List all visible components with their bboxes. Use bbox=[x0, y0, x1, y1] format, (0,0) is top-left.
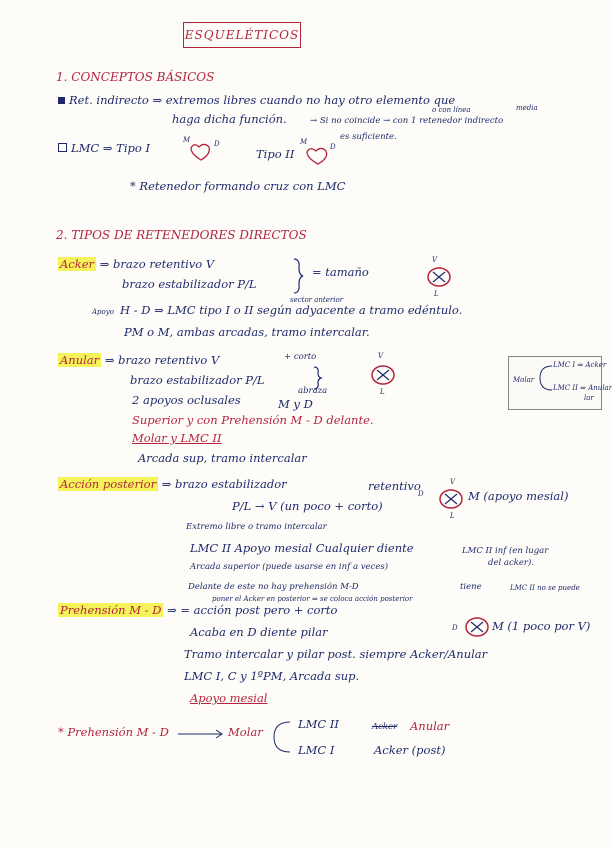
retenedor-note: * Retenedor formando cruz con LMC bbox=[130, 179, 346, 193]
tooth-sketch-2-icon bbox=[304, 146, 332, 166]
o-con-linea-note: o con línea bbox=[432, 106, 471, 114]
anular-myd: M y D bbox=[278, 397, 313, 411]
tooth-m-label: M bbox=[183, 136, 191, 144]
accion-lmc2-no: LMC II no se puede bbox=[510, 584, 580, 592]
clasp-circle-icon bbox=[426, 266, 452, 288]
accion-lmc2-inf: LMC II inf (en lugar bbox=[462, 546, 549, 556]
bullet-square-icon bbox=[58, 97, 65, 104]
branch-icon bbox=[538, 364, 554, 392]
checkbox-icon bbox=[58, 143, 67, 152]
anular-l-label: L bbox=[380, 388, 385, 396]
prehension-line-3: Tramo intercalar y pilar post. siempre Acker/Anular bbox=[184, 647, 488, 661]
side-lar: lar bbox=[584, 394, 594, 402]
accion-line-4: LMC II Apoyo mesial Cualquier diente bbox=[190, 541, 414, 555]
tooth2-m-label: M bbox=[300, 138, 308, 146]
acker-apoyo-line: H - D ⇒ LMC tipo I o II según adyacente a tramo edéntulo. bbox=[120, 303, 463, 317]
accion-del-acker: del acker). bbox=[488, 558, 534, 568]
brace-icon bbox=[292, 258, 304, 294]
acker-v-label: V bbox=[432, 256, 438, 264]
clasp-circle-2-icon bbox=[370, 364, 396, 386]
footer-molar: Molar bbox=[228, 725, 263, 739]
anular-block: Anular ⇒ brazo retentivo V bbox=[60, 353, 220, 367]
ret-indirecto-line-2: haga dicha función. bbox=[172, 112, 287, 126]
apoyo-prefix: Apoyo bbox=[92, 308, 114, 316]
accion-v-label: V bbox=[450, 478, 456, 486]
acker-line-2: brazo estabilizador P/L bbox=[122, 277, 257, 291]
anular-line-3: 2 apoyos oclusales bbox=[132, 393, 241, 407]
tooth-d-label: D bbox=[214, 140, 220, 148]
side-lmc2: LMC II ⇒ Anular bbox=[553, 384, 612, 392]
branch-2-icon bbox=[270, 720, 292, 754]
accion-line-5: Arcada superior (puede usarse en inf a veces) bbox=[190, 562, 389, 572]
abraza-note: abraza bbox=[298, 386, 328, 396]
side-molar: Molar bbox=[513, 376, 535, 384]
prehension-line-4: LMC I, C y 1ºPM, Arcada sup. bbox=[184, 669, 360, 683]
acker-pmo-line: PM o M, ambas arcadas, tramo intercalar. bbox=[124, 325, 370, 339]
accion-retentivo: retentivo bbox=[368, 479, 421, 493]
accion-apoyo-mesial: M (apoyo mesial) bbox=[468, 489, 569, 503]
tooth-sketch-icon bbox=[188, 142, 214, 162]
footer-acker-strike: Acker bbox=[372, 722, 398, 732]
anular-line-4: Superior y con Prehensión M - D delante. bbox=[132, 413, 374, 427]
prehension-m-note: M (1 poco por V) bbox=[492, 619, 591, 633]
side-lmc1: LMC I ⇒ Acker bbox=[553, 361, 607, 369]
accion-tiene: tiene bbox=[460, 582, 482, 592]
anular-line-5: Molar y LMC II bbox=[132, 431, 222, 445]
footer-label: * Prehensión M - D bbox=[58, 725, 169, 739]
accion-line-2: P/L → V (un poco + corto) bbox=[232, 499, 383, 513]
footer-anular: Anular bbox=[410, 719, 450, 733]
section-1-heading: 1. CONCEPTOS BÁSICOS bbox=[56, 70, 215, 84]
si-no-note: → Si no coincide → con 1 retenedor indirecto bbox=[310, 116, 504, 126]
clasp-circle-3-icon bbox=[438, 488, 464, 510]
accion-poner: poner el Acker en posterior ⇒ se coloca acción posterior bbox=[212, 595, 413, 603]
accion-d-label: D bbox=[418, 490, 424, 498]
acker-l-label: L bbox=[434, 290, 439, 298]
acker-brace-note: = tamaño bbox=[312, 265, 369, 279]
anular-v-label: V bbox=[378, 352, 384, 360]
es-suficiente-note: es suficiente. bbox=[340, 132, 397, 142]
accion-l-label: L bbox=[450, 512, 455, 520]
clasp-circle-4-icon bbox=[464, 616, 490, 638]
anular-corto-note: + corto bbox=[284, 352, 317, 362]
footer-acker-post: Acker (post) bbox=[374, 743, 446, 757]
tipo-2-label: Tipo II bbox=[256, 147, 295, 161]
media-note: media bbox=[516, 104, 538, 112]
anular-line-6: Arcada sup, tramo intercalar bbox=[138, 451, 307, 465]
prehension-line-5: Apoyo mesial bbox=[190, 691, 268, 705]
prehension-block: Prehensión M - D ⇒ = acción post pero + corto bbox=[60, 603, 338, 617]
anular-line-2: brazo estabilizador P/L bbox=[130, 373, 265, 387]
prehension-d-label: D bbox=[452, 624, 458, 632]
accion-line-3: Extremo libre o tramo intercalar bbox=[186, 522, 327, 532]
lmc-line: LMC ⇒ Tipo I bbox=[58, 142, 150, 156]
accion-block: Acción posterior ⇒ brazo estabilizador bbox=[60, 477, 287, 491]
sector-note: sector anterior bbox=[290, 296, 344, 304]
accion-line-6: Delante de este no hay prehensión M-D bbox=[188, 582, 359, 592]
footer-lmc1: LMC I bbox=[298, 743, 335, 757]
acker-block: Acker ⇒ brazo retentivo V bbox=[60, 257, 215, 271]
ret-indirecto-line: Ret. indirecto ⇒ extremos libres cuando no hay otro elemento que bbox=[58, 94, 455, 108]
page-title: ESQUELÉTICOS bbox=[183, 22, 301, 48]
prehension-line-2: Acaba en D diente pilar bbox=[190, 625, 328, 639]
arrow-icon bbox=[176, 728, 226, 740]
section-2-heading: 2. TIPOS DE RETENEDORES DIRECTOS bbox=[56, 228, 307, 242]
tooth2-d-label: D bbox=[330, 143, 336, 151]
footer-lmc2: LMC II bbox=[298, 717, 339, 731]
